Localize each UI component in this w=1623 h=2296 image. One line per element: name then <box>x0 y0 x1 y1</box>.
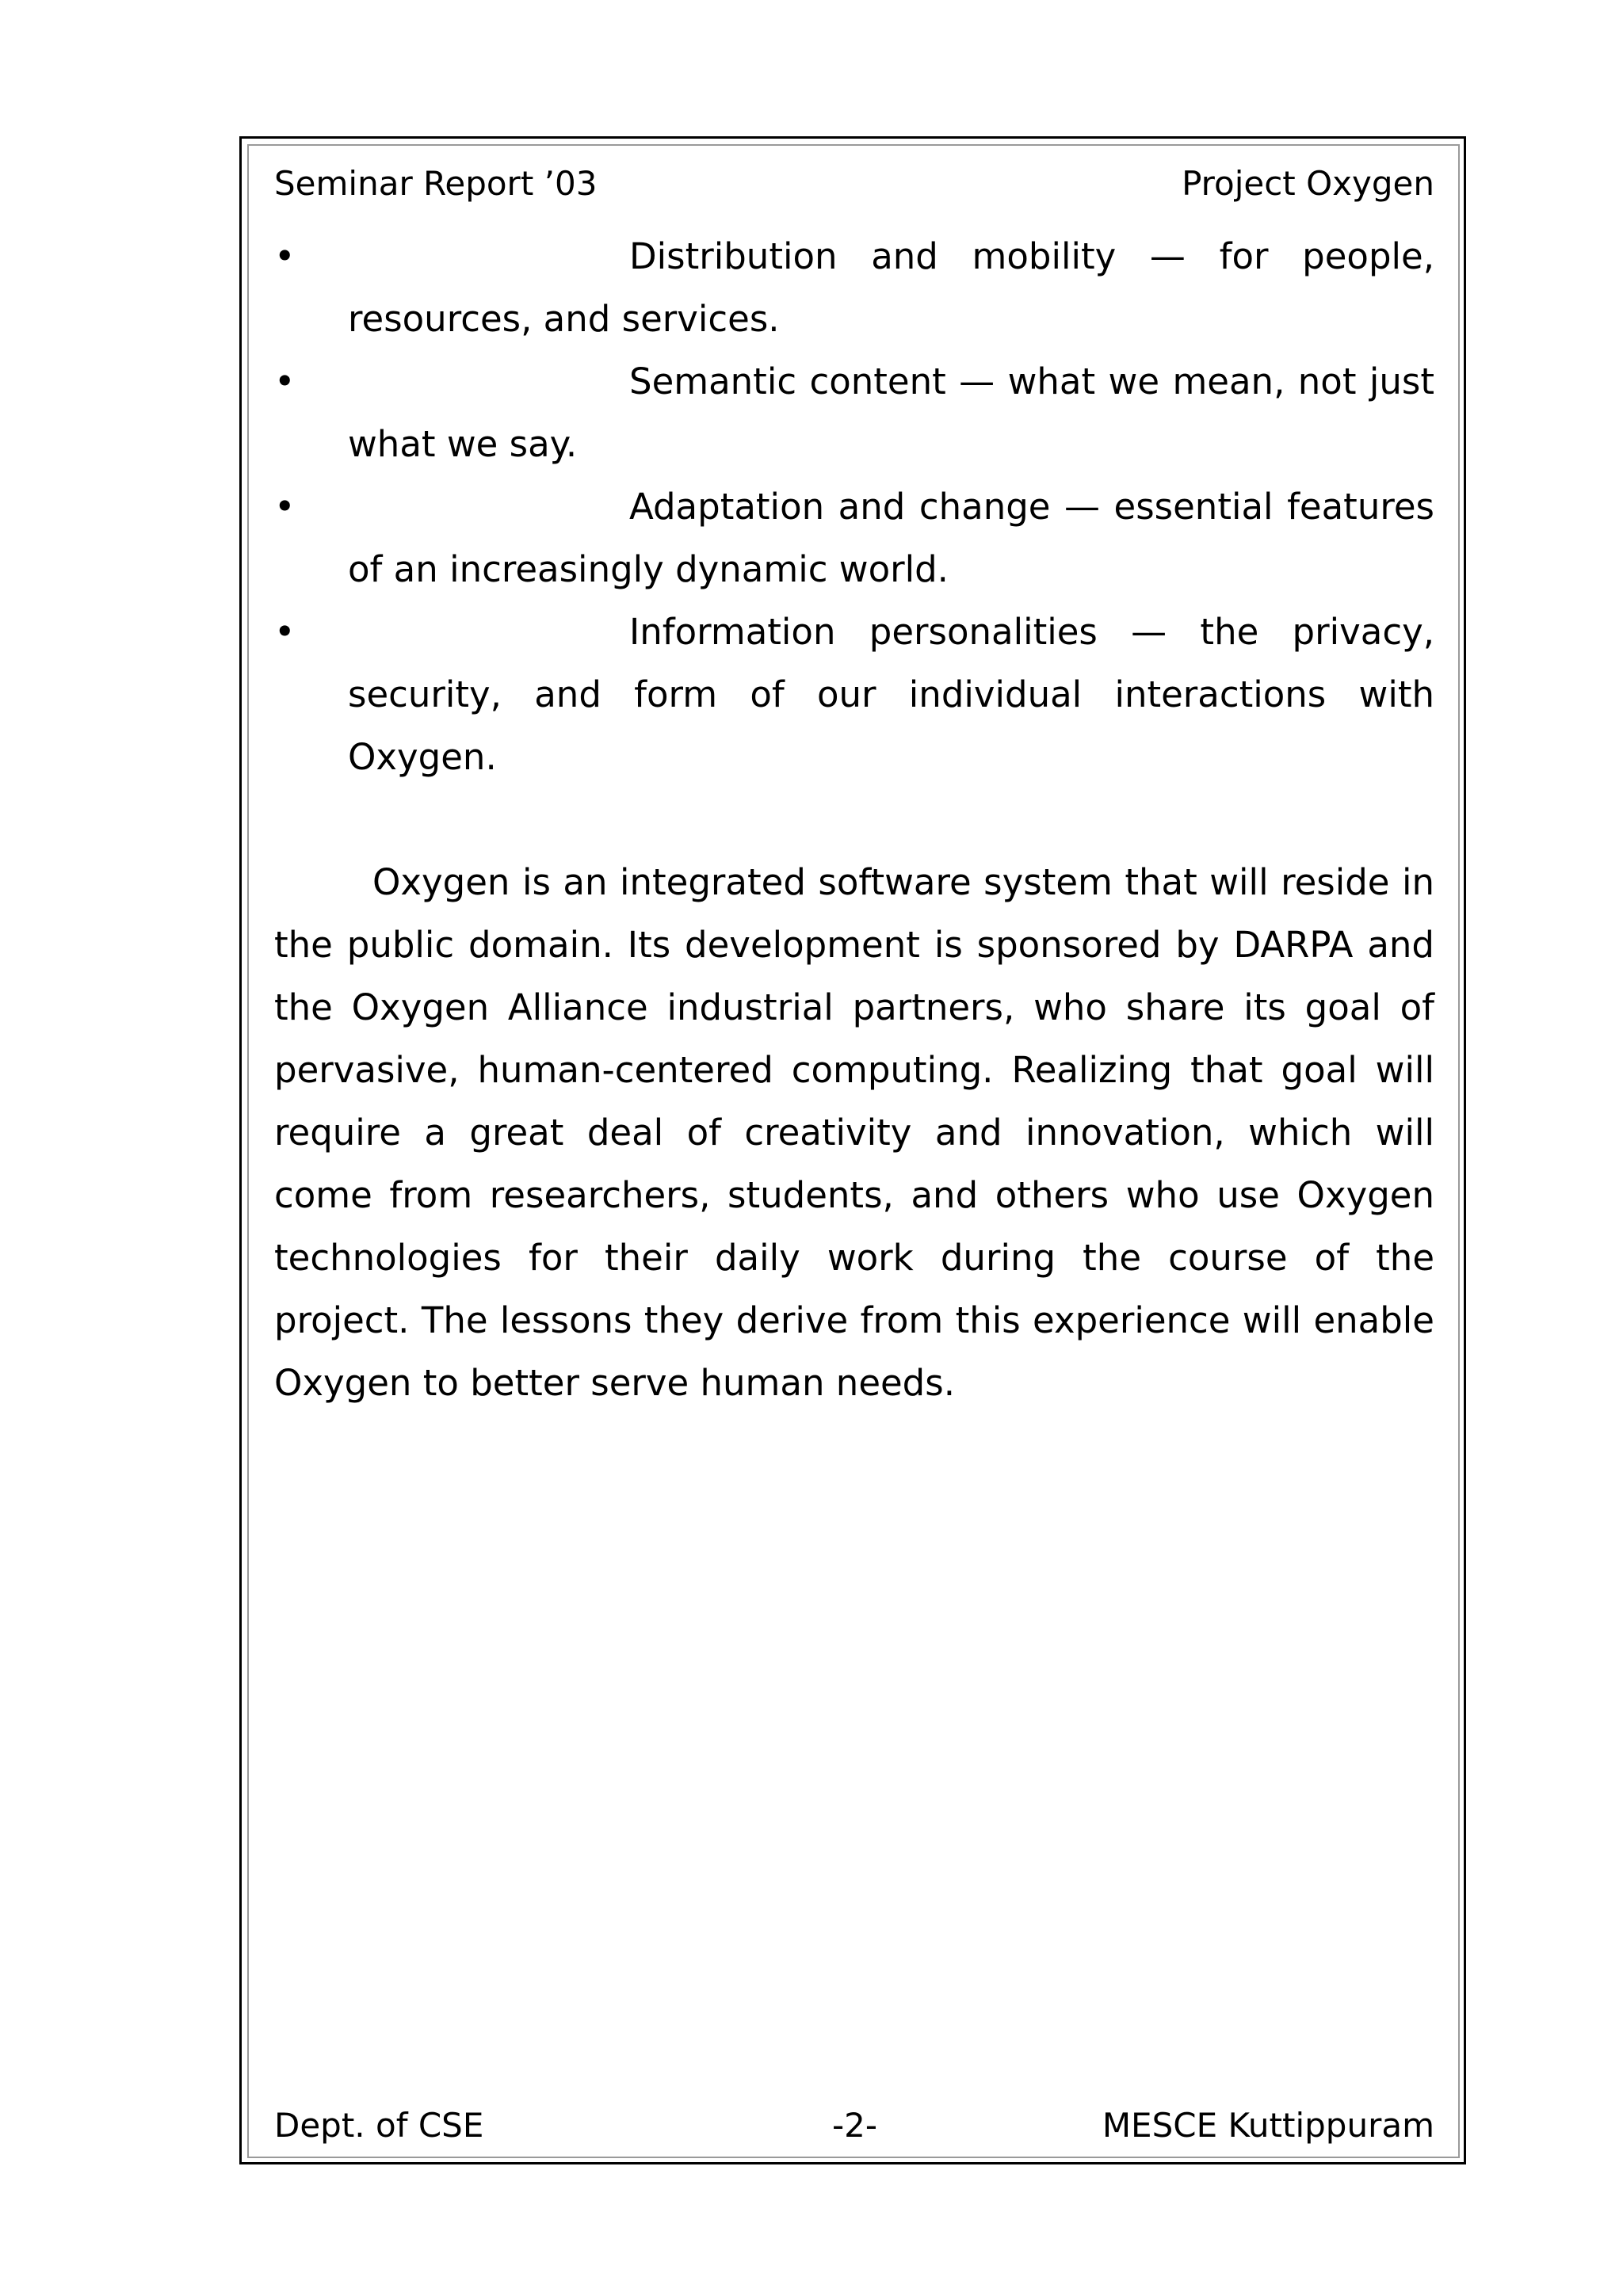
list-item <box>274 475 1434 601</box>
bullet-text: Information personalities — the privacy, security, and form of our individual interactions with Oxygen. <box>348 611 1434 778</box>
bullet-marker: • <box>274 611 296 653</box>
bullet-text: Semantic content — what we mean, not just what we say. <box>348 360 1434 465</box>
footer-page-number: -2- <box>832 2106 878 2145</box>
bullet-marker: • <box>274 486 296 528</box>
list-item <box>274 225 1434 350</box>
bullet-marker: • <box>274 360 296 402</box>
page-content <box>274 225 1434 1414</box>
bullet-text: Adaptation and change — essential features of an increasingly dynamic world. <box>348 486 1434 590</box>
bullet-marker: • <box>274 235 296 277</box>
header-project-title: Project Oxygen <box>1182 164 1434 203</box>
list-item <box>274 601 1434 788</box>
bullet-text: Distribution and mobility — for people, resources, and services. <box>348 235 1434 340</box>
list-item <box>274 350 1434 475</box>
body-paragraph: Oxygen is an integrated software system that will reside in the public domain. Its development is sponsored by DARPA and the Oxygen Alliance industrial partners, who share its goal of pervasive, human-centered computing. Realizing that goal will require a great deal of creativity and innovation, which will come from researchers, students, and others who use Oxygen technologies for their daily work during the course of the project. The lessons they derive from this experience will enable Oxygen to better serve human needs. <box>274 861 1434 1404</box>
header-report-title: Seminar Report ’03 <box>274 164 598 203</box>
footer-department: Dept. of CSE <box>274 2106 484 2145</box>
footer-institution: MESCE Kuttippuram <box>1102 2106 1434 2145</box>
bullet-list <box>274 225 1434 788</box>
